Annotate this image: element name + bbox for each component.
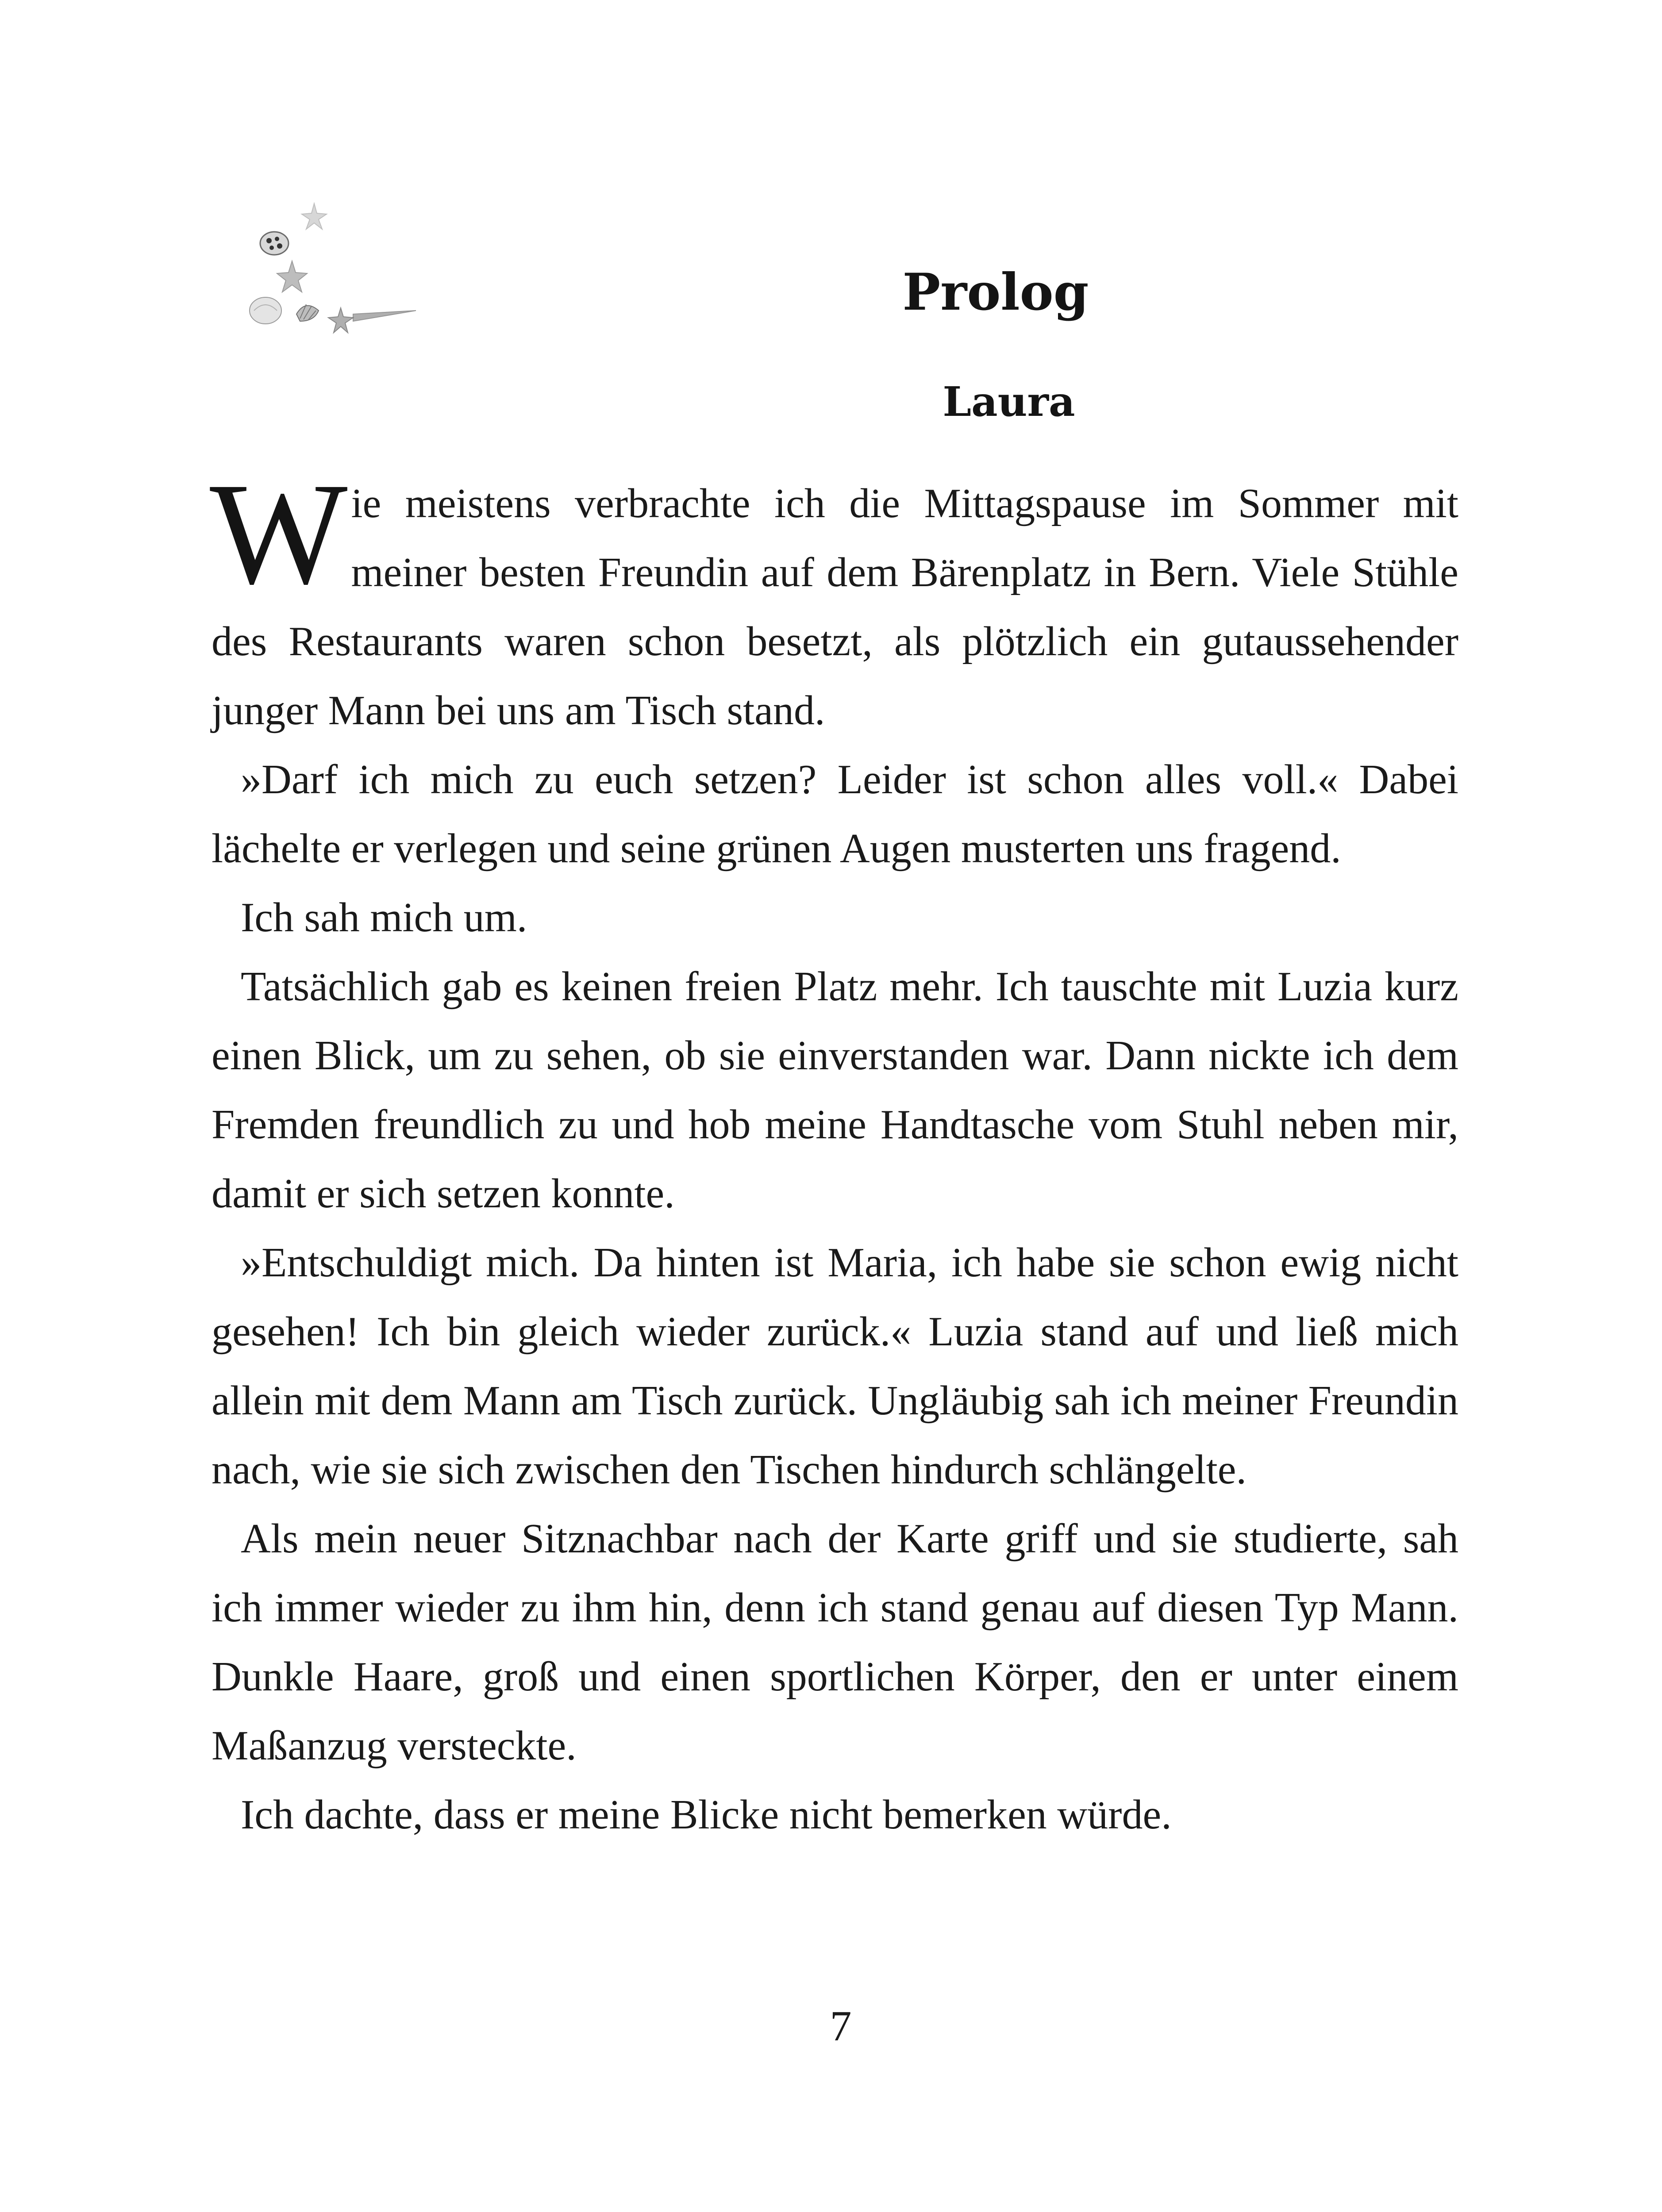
paragraph: Als mein neuer Sitznachbar nach der Karte griff und sie studierte, sah ich immer wieder zu ihm hin, denn ich stand genau auf diesen Typ Mann. Dunkle Haare, groß und einen sportlichen Körper, den er unter einem Maßanzug versteckte.	[212, 1516, 1458, 1769]
paragraph: Ich dachte, dass er meine Blicke nicht bemerken würde.	[241, 1792, 1172, 1838]
seashells-and-starfish-ornament-icon	[248, 195, 425, 345]
chapter-title: Prolog	[902, 262, 1089, 322]
chapter-subtitle: Laura	[943, 378, 1075, 426]
paragraph: »Darf ich mich zu euch setzen? Leider ist schon alles voll.« Dabei lächelte er verlegen und seine grünen Augen musterten uns fragend.	[212, 757, 1458, 872]
drop-cap: W	[210, 453, 348, 614]
paragraph: »Entschuldigt mich. Da hinten ist Maria, ich habe sie schon ewig nicht gesehen! Ich bin gleich wieder zurück.« Luzia stand auf und ließ mich allein mit dem Mann am Tisch zurück. Ungläubig sah ich meiner Freundin nach, wie sie sich zwischen den Tischen hindurch schlängelte.	[212, 1240, 1458, 1493]
paragraph: Tatsächlich gab es keinen freien Platz mehr. Ich tauschte mit Luzia kurz einen Blick, um zu sehen, ob sie einverstanden war. Dann nickte ich dem Fremden freundlich zu und hob meine Handtasche vom Stuhl neben mir, damit er sich setzen konnte.	[212, 964, 1458, 1217]
paragraph	[210, 453, 1458, 745]
paragraph-text: ie meistens verbrachte ich die Mittagspause im Sommer mit meiner besten Freundin auf dem Bärenplatz in Bern. Viele Stühle des Restaurants waren schon besetzt, als plötzlich ein gutaussehender junger Mann bei uns am Tisch stand.	[212, 480, 1458, 733]
page-number: 7	[830, 2002, 852, 2050]
paragraph: Ich sah mich um.	[241, 895, 527, 941]
chapter-body	[210, 453, 1458, 1849]
